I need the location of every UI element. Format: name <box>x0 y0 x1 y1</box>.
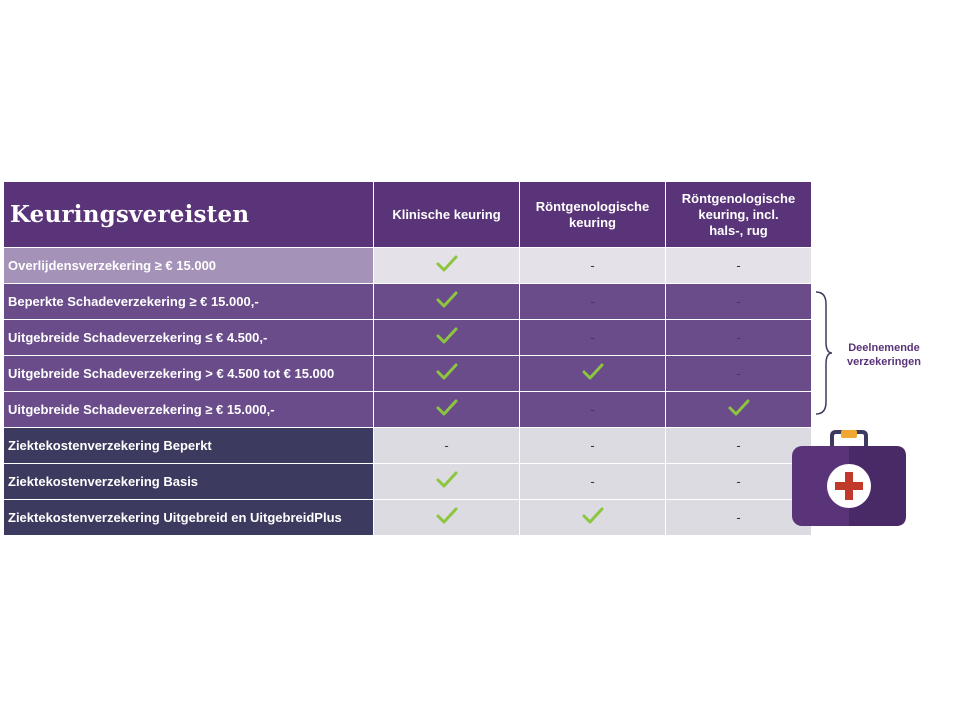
checkmark-icon <box>436 399 458 420</box>
table-header <box>4 182 812 248</box>
row-label: Ziektekostenverzekering Uitgebreid en UitgebreidPlus <box>4 500 374 536</box>
dash-mark: - <box>736 366 741 381</box>
checkmark-icon <box>728 399 750 420</box>
row-label: Ziektekostenverzekering Beperkt <box>4 428 374 464</box>
table-row <box>4 392 812 428</box>
table-cell <box>666 248 812 284</box>
table-cell <box>520 392 666 428</box>
table-row <box>4 284 812 320</box>
column-header-1 <box>374 182 520 248</box>
table-row <box>4 356 812 392</box>
table-cell <box>520 428 666 464</box>
table-body <box>4 248 812 536</box>
row-label: Uitgebreide Schadeverzekering > € 4.500 tot € 15.000 <box>4 356 374 392</box>
column-header-3 <box>666 182 812 248</box>
dash-mark: - <box>736 510 741 525</box>
table-cell <box>666 356 812 392</box>
table-row <box>4 500 812 536</box>
table-cell <box>374 464 520 500</box>
brace-label-line: verzekeringen <box>847 356 921 368</box>
table-cell <box>374 500 520 536</box>
table-row <box>4 248 812 284</box>
curly-brace <box>814 290 834 416</box>
dash-mark: - <box>590 294 595 309</box>
table-cell <box>374 248 520 284</box>
column-header-1-line: Klinische keuring <box>392 206 501 222</box>
dash-mark: - <box>736 294 741 309</box>
column-header-3-line: Röntgenologische <box>681 190 796 206</box>
table-cell <box>520 464 666 500</box>
table-cell <box>666 284 812 320</box>
table-cell <box>374 392 520 428</box>
dash-mark: - <box>590 402 595 417</box>
column-header-2-line: keuring <box>569 214 616 230</box>
dash-mark: - <box>736 438 741 453</box>
row-label: Ziektekostenverzekering Basis <box>4 464 374 500</box>
column-header-2 <box>520 182 666 248</box>
dash-mark: - <box>444 438 449 453</box>
table-cell <box>666 392 812 428</box>
checkmark-icon <box>436 291 458 312</box>
table-cell <box>374 428 520 464</box>
table-cell <box>666 320 812 356</box>
row-label: Uitgebreide Schadeverzekering ≥ € 15.000,- <box>4 392 374 428</box>
dash-mark: - <box>736 330 741 345</box>
table-row <box>4 464 812 500</box>
column-header-3-line: keuring, incl. <box>698 206 779 222</box>
checkmark-icon <box>436 327 458 348</box>
dash-mark: - <box>590 330 595 345</box>
checkmark-icon <box>436 363 458 384</box>
dash-mark: - <box>590 474 595 489</box>
row-label: Overlijdensverzekering ≥ € 15.000 <box>4 248 374 284</box>
participating-insurances-label <box>838 341 930 369</box>
table-title: Keuringsvereisten <box>4 182 374 248</box>
table-cell <box>374 356 520 392</box>
table-cell <box>520 284 666 320</box>
dash-mark: - <box>590 438 595 453</box>
dash-mark: - <box>590 258 595 273</box>
dash-mark: - <box>736 258 741 273</box>
table-cell <box>520 500 666 536</box>
table-cell <box>374 320 520 356</box>
table-cell <box>520 356 666 392</box>
column-header-2-line: Röntgenologische <box>535 198 650 214</box>
table-cell <box>520 248 666 284</box>
brace-label-line: Deelnemende <box>848 342 920 354</box>
checkmark-icon <box>436 507 458 528</box>
row-label: Uitgebreide Schadeverzekering ≤ € 4.500,- <box>4 320 374 356</box>
first-aid-kit-icon <box>790 430 910 528</box>
checkmark-icon <box>582 507 604 528</box>
table-cell <box>374 284 520 320</box>
requirements-table <box>4 182 812 536</box>
row-label: Beperkte Schadeverzekering ≥ € 15.000,- <box>4 284 374 320</box>
table-row <box>4 320 812 356</box>
table-row <box>4 428 812 464</box>
column-header-3-line: hals-, rug <box>709 222 768 238</box>
checkmark-icon <box>436 471 458 492</box>
dash-mark: - <box>736 474 741 489</box>
checkmark-icon <box>436 255 458 276</box>
checkmark-icon <box>582 363 604 384</box>
table-cell <box>520 320 666 356</box>
